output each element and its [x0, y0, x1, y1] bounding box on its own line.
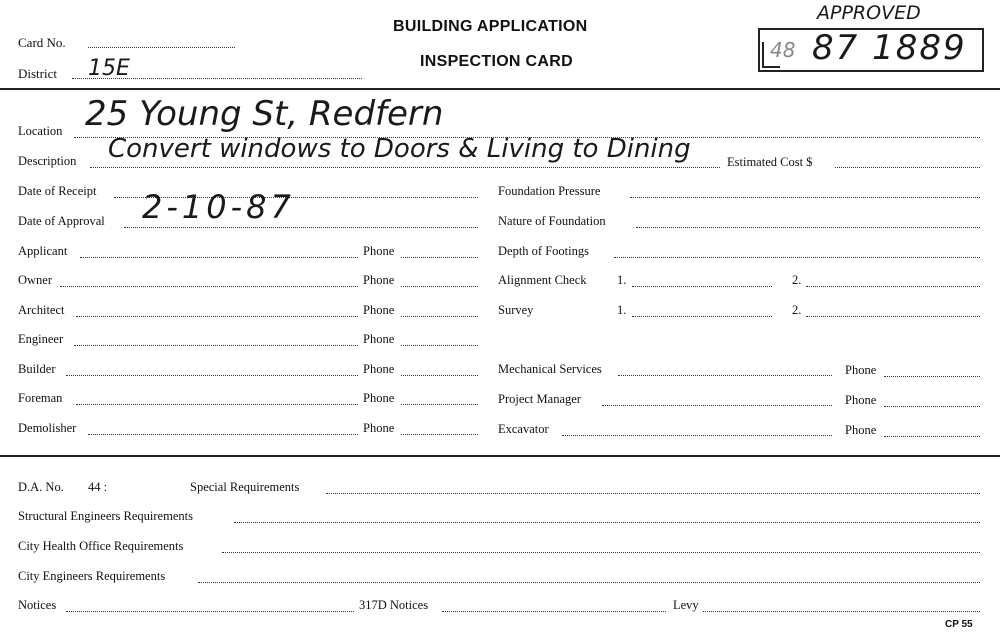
survey-num1: 1.: [617, 303, 627, 317]
project-manager-phone-field[interactable]: [884, 406, 980, 407]
alignment-check-label: Alignment Check: [498, 273, 587, 287]
form-title-line1: BUILDING APPLICATION: [393, 18, 588, 35]
foreman-field[interactable]: [76, 404, 358, 405]
owner-phone-label: Phone: [363, 273, 395, 287]
demolisher-phone-label: Phone: [363, 421, 395, 435]
district-value: 15E: [88, 56, 130, 81]
health-requirements-field[interactable]: [222, 552, 980, 553]
builder-field[interactable]: [66, 375, 358, 376]
alignment-field-2[interactable]: [806, 286, 980, 287]
engineer-phone-label: Phone: [363, 332, 395, 346]
da-label: D.A. No.: [18, 480, 64, 494]
header-divider: [0, 88, 1000, 90]
notices-317d-label: 317D Notices: [359, 598, 429, 612]
mechanical-phone-label: Phone: [845, 363, 877, 377]
date-receipt-label: Date of Receipt: [18, 184, 97, 198]
foreman-label: Foreman: [18, 391, 63, 405]
card-no-label: Card No.: [18, 35, 66, 50]
survey-label: Survey: [498, 303, 534, 317]
excavator-phone-label: Phone: [845, 423, 877, 437]
district-label: District: [18, 66, 57, 81]
date-approval-value: 2-10-87: [142, 188, 295, 226]
city-engineers-field[interactable]: [198, 582, 980, 583]
survey-num2: 2.: [792, 303, 802, 317]
location-value: 25 Young St, Redfern: [85, 94, 444, 134]
date-approval-label: Date of Approval: [18, 214, 105, 228]
mechanical-label: Mechanical Services: [498, 362, 602, 376]
survey-field-2[interactable]: [806, 316, 980, 317]
nature-foundation-label: Nature of Foundation: [498, 214, 606, 228]
special-requirements-label: Special Requirements: [190, 480, 300, 494]
survey-field-1[interactable]: [632, 316, 772, 317]
depth-footings-label: Depth of Footings: [498, 244, 589, 258]
demolisher-phone-field[interactable]: [401, 434, 478, 435]
applicant-phone-field[interactable]: [401, 257, 478, 258]
nature-foundation-field[interactable]: [636, 227, 980, 228]
engineer-label: Engineer: [18, 332, 64, 346]
excavator-phone-field[interactable]: [884, 436, 980, 437]
alignment-num2: 2.: [792, 273, 802, 287]
excavator-label: Excavator: [498, 422, 549, 436]
approved-stamp: APPROVED: [817, 2, 921, 24]
project-manager-field[interactable]: [602, 405, 832, 406]
health-requirements-label: City Health Office Requirements: [18, 539, 184, 553]
alignment-field-1[interactable]: [632, 286, 772, 287]
special-requirements-field[interactable]: [326, 493, 980, 494]
applicant-field[interactable]: [80, 257, 358, 258]
notices-317d-field[interactable]: [442, 611, 666, 612]
description-label: Description: [18, 154, 77, 168]
description-value: Convert windows to Doors & Living to Dining: [108, 134, 691, 164]
city-engineers-label: City Engineers Requirements: [18, 569, 166, 583]
applicant-label: Applicant: [18, 244, 68, 258]
notices-label: Notices: [18, 598, 57, 612]
architect-phone-field[interactable]: [401, 316, 478, 317]
structural-requirements-label: Structural Engineers Requirements: [18, 509, 193, 523]
engineer-field[interactable]: [74, 345, 358, 346]
location-label: Location: [18, 124, 63, 138]
project-manager-label: Project Manager: [498, 392, 581, 406]
approval-number: 87 1889: [812, 28, 967, 68]
excavator-field[interactable]: [562, 435, 832, 436]
builder-phone-label: Phone: [363, 362, 395, 376]
builder-phone-field[interactable]: [401, 375, 478, 376]
estimated-cost-field[interactable]: [835, 167, 980, 168]
section-divider: [0, 455, 1000, 457]
builder-label: Builder: [18, 362, 56, 376]
owner-label: Owner: [18, 273, 53, 287]
structural-requirements-field[interactable]: [234, 522, 980, 523]
foundation-pressure-label: Foundation Pressure: [498, 184, 601, 198]
owner-phone-field[interactable]: [401, 286, 478, 287]
da-value: 44 :: [88, 480, 108, 494]
foreman-phone-field[interactable]: [401, 404, 478, 405]
approval-prefix: 48: [770, 38, 796, 62]
date-approval-field[interactable]: [124, 227, 478, 228]
architect-field[interactable]: [76, 316, 358, 317]
demolisher-field[interactable]: [88, 434, 358, 435]
architect-label: Architect: [18, 303, 65, 317]
levy-label: Levy: [673, 598, 699, 612]
applicant-phone-label: Phone: [363, 244, 395, 258]
owner-field[interactable]: [60, 286, 358, 287]
mechanical-phone-field[interactable]: [884, 376, 980, 377]
foreman-phone-label: Phone: [363, 391, 395, 405]
description-field[interactable]: [90, 167, 720, 168]
notices-field[interactable]: [66, 611, 354, 612]
card-no-field[interactable]: [88, 47, 235, 48]
alignment-num1: 1.: [617, 273, 627, 287]
engineer-phone-field[interactable]: [401, 345, 478, 346]
architect-phone-label: Phone: [363, 303, 395, 317]
levy-field[interactable]: [703, 611, 980, 612]
mechanical-field[interactable]: [618, 375, 832, 376]
estimated-cost-label: Estimated Cost $: [727, 155, 813, 169]
foundation-pressure-field[interactable]: [630, 197, 980, 198]
depth-footings-field[interactable]: [614, 257, 980, 258]
form-code: CP 55: [945, 619, 973, 630]
form-title-line2: INSPECTION CARD: [420, 53, 573, 70]
project-manager-phone-label: Phone: [845, 393, 877, 407]
demolisher-label: Demolisher: [18, 421, 77, 435]
